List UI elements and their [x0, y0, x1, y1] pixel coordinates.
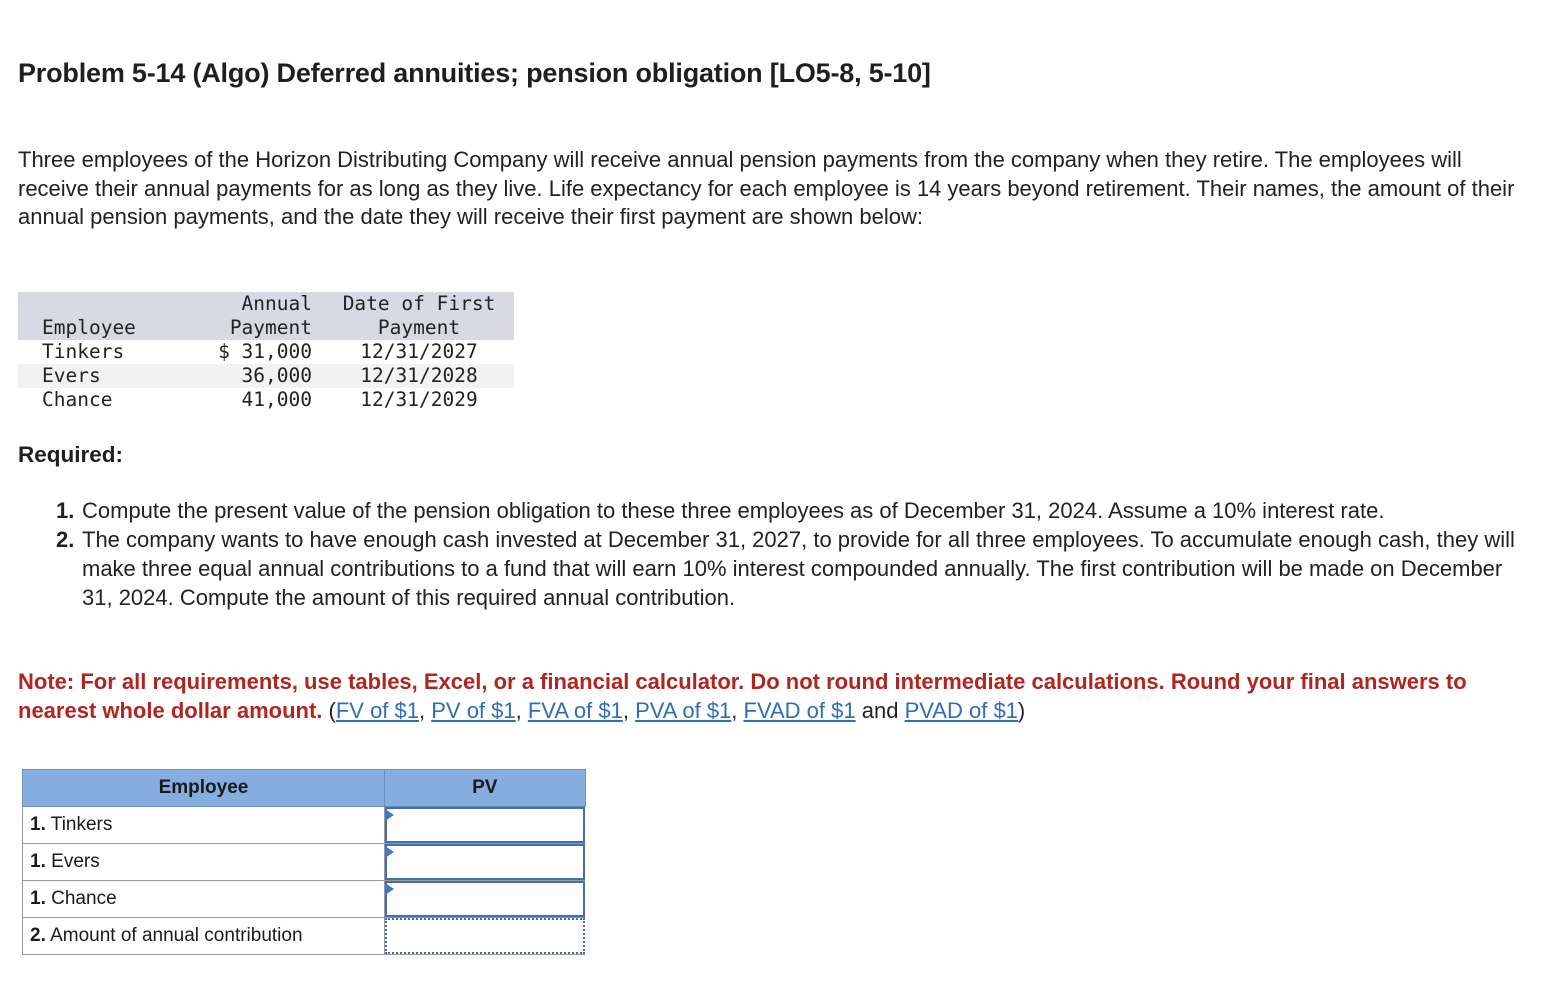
link-pva-of-1[interactable]: PVA of $1	[635, 698, 732, 723]
link-fvad-of-1[interactable]: FVAD of $1	[743, 698, 856, 723]
link-fva-of-1[interactable]: FVA of $1	[527, 698, 623, 723]
employee-name: Evers	[18, 364, 192, 388]
answer-row-label: 2. Amount of annual contribution	[23, 918, 385, 955]
required-heading: Required:	[18, 442, 124, 467]
requirement-text: The company wants to have enough cash invested at December 31, 2027, to provide for all three employees. To accumulate enough cash, they will make three equal annual contributions to a fund that will earn 10% interest compounded annually. The first contribution will be made on December 31, 2024. Compute the amount of this required annual contribution.	[82, 527, 1515, 610]
answer-table	[22, 769, 586, 955]
employee-name: Chance	[42, 388, 113, 411]
link-pvad-of-1[interactable]: PVAD of $1	[904, 698, 1018, 723]
annual-payment: 36,000	[192, 364, 324, 388]
answer-row-label: 1. Tinkers	[23, 807, 385, 844]
pension-data-table	[18, 292, 514, 412]
instruction-note: Note: For all requirements, use tables, Excel, or a financial calculator. Do not round intermediate calculations. Round your final answers to nearest whole dollar amount. (FV of $1, PV of $1, FVA of $1, PVA of $1, FVAD of $1 and PVAD of $1)	[18, 669, 1467, 723]
problem-intro: Three employees of the Horizon Distributing Company will receive annual pension payments from the company when they retire. The employees will receive their annual payments for as long as they live. Life expectancy for each employee is 14 years beyond retirement. Their names, the amount of their annual pension payments, and the date they will receive their first payment are shown below:	[18, 147, 1515, 229]
requirements-list	[52, 496, 1527, 612]
first-payment-date: 12/31/2027	[360, 340, 478, 363]
table-row	[18, 364, 514, 388]
answer-header-row	[23, 770, 586, 807]
link-pv-of-1[interactable]: PV of $1	[431, 698, 516, 723]
table-row	[23, 918, 586, 955]
answer-col-header-pv: PV	[385, 770, 586, 807]
answer-col-header-employee: Employee	[23, 770, 385, 807]
table-row	[23, 881, 586, 918]
answer-row-label: 1. Chance	[23, 881, 385, 918]
first-payment-date: 12/31/2028	[324, 364, 514, 388]
answer-cell	[385, 844, 586, 881]
pv-input-evers[interactable]	[385, 844, 585, 880]
requirement-number: 2.	[56, 527, 75, 552]
answer-row-label: 1. Evers	[23, 844, 385, 881]
link-fv-of-1[interactable]: FV of $1	[335, 698, 419, 723]
requirement-item	[52, 496, 1527, 525]
note-text: Note: For all requirements, use tables, Excel, or a financial calculator. Do not round intermediate calculations. Round your final answers to nearest whole dollar amount.	[18, 669, 1467, 723]
col-header-date-first-payment: Date of First Payment	[324, 292, 514, 340]
table-row	[23, 807, 586, 844]
first-payment-date: 12/31/2029	[360, 388, 478, 411]
data-table-header-row	[18, 292, 514, 340]
answer-cell	[385, 807, 586, 844]
requirement-number: 1.	[56, 498, 75, 523]
annual-payment: 41,000	[241, 388, 312, 411]
col-header-employee: Employee	[18, 292, 192, 340]
table-row	[18, 340, 514, 364]
answer-cell	[385, 918, 586, 955]
problem-title: Problem 5-14 (Algo) Deferred annuities; pension obligation [LO5-8, 5-10]	[18, 58, 931, 88]
requirement-item	[52, 525, 1527, 612]
answer-cell	[385, 881, 586, 918]
requirement-text: Compute the present value of the pension obligation to these three employees as of December 31, 2024. Assume a 10% interest rate.	[82, 498, 1385, 523]
annual-contribution-input[interactable]	[385, 918, 585, 954]
employee-name: Tinkers	[42, 340, 125, 363]
table-row	[23, 844, 586, 881]
pv-input-tinkers[interactable]	[385, 807, 585, 843]
col-header-annual-payment: Annual Payment	[192, 292, 324, 340]
note-and-text: and	[861, 698, 899, 723]
pv-input-chance[interactable]	[385, 881, 585, 917]
table-row	[18, 388, 514, 412]
annual-payment: $ 31,000	[218, 340, 312, 363]
